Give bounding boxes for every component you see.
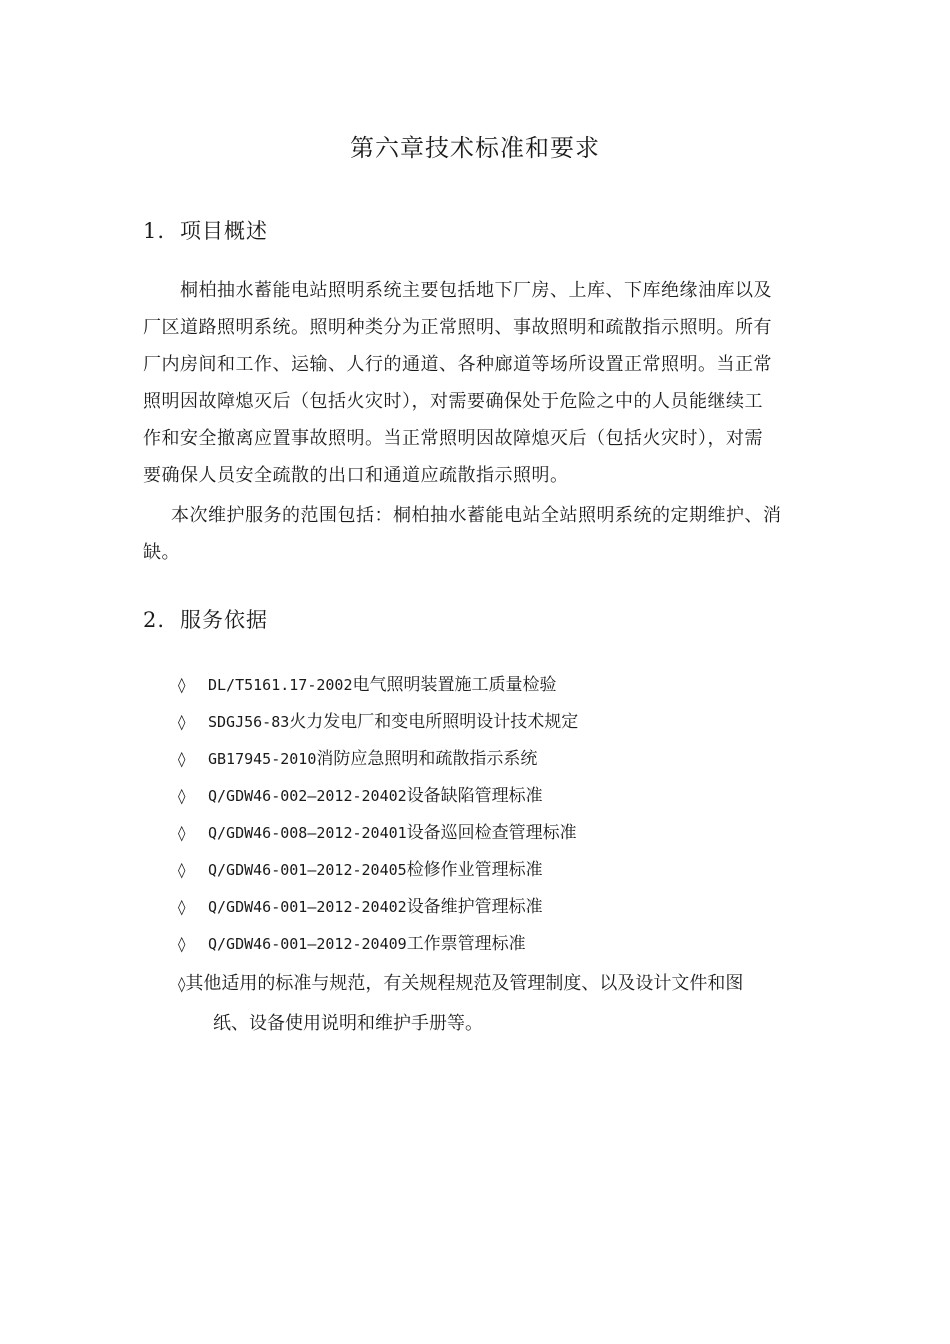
paragraph-line: 厂区道路照明系统。照明种类分为正常照明、事故照明和疏散指示照明。所有	[143, 317, 772, 338]
other-standards-line: 其他适用的标准与规范，有关规程规范及管理制度、以及设计文件和图	[185, 973, 744, 994]
paragraph-line: 厂内房间和工作、运输、人行的通道、各种廊道等场所设置正常照明。当正常	[143, 354, 772, 375]
standard-code: DL/T5161.17-2002	[208, 676, 353, 694]
paragraph-line: 本次维护服务的范围包括：桐柏抽水蓄能电站全站照明系统的定期维护、消	[171, 505, 782, 526]
page-title: 第六章技术标准和要求	[350, 134, 600, 162]
paragraph-line: 缺。	[143, 542, 180, 563]
scope-paragraph	[143, 497, 811, 571]
standard-code: Q/GDW46-001—2012-20409	[208, 935, 407, 953]
list-item	[178, 892, 578, 929]
other-standards-line: 纸、设备使用说明和维护手册等。	[213, 1013, 483, 1034]
diamond-bullet-icon: ◊	[178, 750, 186, 768]
section-number: 2.	[143, 608, 166, 632]
section-heading-overview	[143, 215, 268, 245]
diamond-bullet-icon: ◊	[178, 975, 186, 993]
standard-name: 工作票管理标准	[406, 934, 526, 954]
list-item	[178, 707, 578, 744]
list-item	[178, 670, 578, 707]
reference-list	[178, 670, 578, 966]
standard-name: 消防应急照明和疏散指示系统	[316, 749, 538, 769]
standard-name: 设备维护管理标准	[406, 897, 543, 917]
list-item	[178, 929, 578, 966]
other-standards-item	[178, 964, 743, 1043]
section-heading-basis	[143, 604, 268, 634]
standard-name: 火力发电厂和变电所照明设计技术规定	[289, 712, 579, 732]
overview-paragraph	[143, 272, 811, 494]
paragraph-line: 照明因故障熄灭后（包括火灾时），对需要确保处于危险之中的人员能继续工	[143, 391, 763, 412]
diamond-bullet-icon: ◊	[178, 676, 186, 694]
standard-name: 设备缺陷管理标准	[406, 786, 543, 806]
list-item	[178, 818, 578, 855]
standard-code: Q/GDW46-001—2012-20402	[208, 898, 407, 916]
list-item	[178, 855, 578, 892]
standard-code: Q/GDW46-008—2012-20401	[208, 824, 407, 842]
paragraph-line: 要确保人员安全疏散的出口和通道应疏散指示照明。	[143, 465, 569, 486]
standard-name: 检修作业管理标准	[406, 860, 543, 880]
section-title: 项目概述	[180, 219, 268, 243]
diamond-bullet-icon: ◊	[178, 787, 186, 805]
section-number: 1.	[143, 219, 166, 243]
standard-name: 设备巡回检查管理标准	[406, 823, 577, 843]
list-item	[178, 744, 578, 781]
standard-code: SDGJ56-83	[208, 713, 290, 731]
diamond-bullet-icon: ◊	[178, 713, 186, 731]
diamond-bullet-icon: ◊	[178, 898, 186, 916]
list-item	[178, 781, 578, 818]
paragraph-line: 作和安全撤离应置事故照明。当正常照明因故障熄灭后（包括火灾时），对需	[143, 428, 763, 449]
standard-code: GB17945-2010	[208, 750, 317, 768]
standard-code: Q/GDW46-002—2012-20402	[208, 787, 407, 805]
diamond-bullet-icon: ◊	[178, 935, 186, 953]
standard-name: 电气照明装置施工质量检验	[352, 675, 557, 695]
diamond-bullet-icon: ◊	[178, 824, 186, 842]
diamond-bullet-icon: ◊	[178, 861, 186, 879]
section-title: 服务依据	[180, 608, 268, 632]
standard-code: Q/GDW46-001—2012-20405	[208, 861, 407, 879]
paragraph-line: 桐柏抽水蓄能电站照明系统主要包括地下厂房、上库、下库绝缘油库以及	[180, 280, 772, 301]
